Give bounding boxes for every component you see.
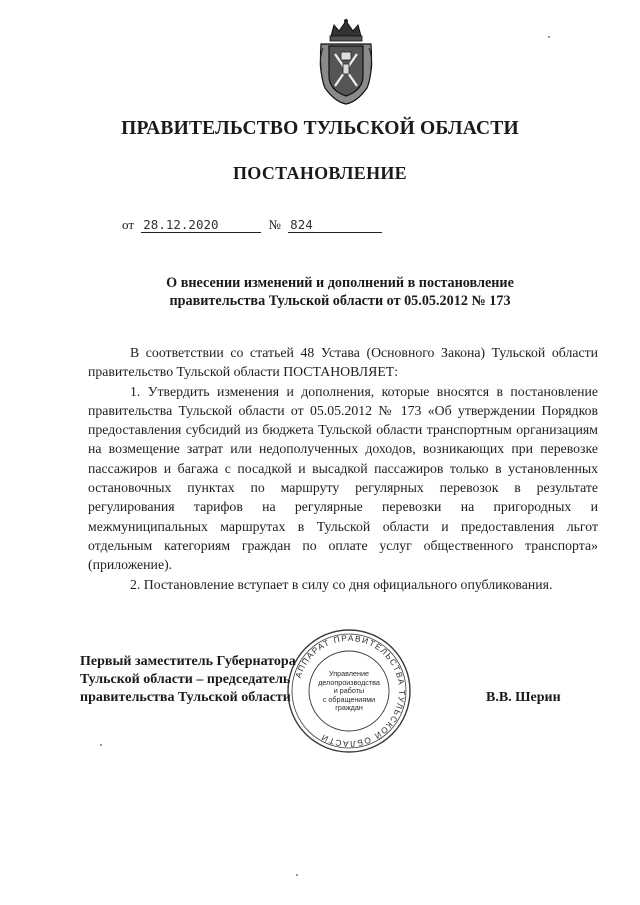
scan-speck bbox=[548, 36, 550, 38]
scan-speck bbox=[100, 744, 102, 746]
document-body bbox=[88, 343, 598, 594]
document-date: 28.12.2020 bbox=[141, 217, 261, 233]
organization-title: ПРАВИТЕЛЬСТВО ТУЛЬСКОЙ ОБЛАСТИ bbox=[121, 118, 519, 139]
scan-speck bbox=[296, 874, 298, 876]
document-subject bbox=[120, 274, 560, 310]
stamp-center-text bbox=[286, 670, 412, 713]
stamp-ring-text: АППАРАТ ПРАВИТЕЛЬСТВА ТУЛЬСКОЙ ОБЛАСТИ bbox=[292, 632, 408, 750]
stamp-center-line: делопроизводства bbox=[318, 677, 380, 687]
stamp-center-line: и работы bbox=[333, 686, 365, 696]
number-prefix: № bbox=[268, 217, 281, 232]
date-prefix: от bbox=[122, 217, 135, 232]
date-number-row bbox=[122, 217, 386, 233]
signer-position-line-1: Первый заместитель Губернатора bbox=[80, 654, 296, 669]
subject-line-1: О внесении изменений и дополнений в постановление bbox=[166, 275, 514, 291]
signer-position-line-2: Тульской области – председатель bbox=[80, 672, 291, 687]
item-1-paragraph: 1. Утвердить изменения и дополнения, которые вносятся в постановление правительства Тульской области от 05.05.2012 № 173 «Об утверждении Порядков предоставления субсидий из бюджета Тульской области транспортным организациям на возмещение затрат или недополученных доходов, возникающих при перевозке пассажиров и багажа с посадкой и высадкой пассажиров только в установленных остановочных пунктах по маршруту регулярных перевозок в результате регулирования тарифов на регулярные перевозки на пригородных и межмуниципальных маршрутах в Тульской области и предоставления льгот отдельным категориям граждан по оплате услуг общественного транспорта» (приложение). bbox=[88, 383, 598, 573]
stamp-center-line: с обращениями bbox=[322, 694, 376, 704]
official-stamp bbox=[286, 628, 412, 754]
document-type-heading: ПОСТАНОВЛЕНИЕ bbox=[233, 163, 407, 183]
signer-name: В.В. Шерин bbox=[486, 690, 561, 705]
signer-position-line-3: правительства Тульской области bbox=[80, 690, 291, 705]
stamp-center-line: граждан bbox=[335, 703, 363, 713]
subject-line-2: правительства Тульской области от 05.05.2012 № 173 bbox=[169, 293, 511, 309]
document-number: 824 bbox=[288, 217, 382, 233]
tula-coat-of-arms-icon bbox=[317, 18, 375, 106]
preamble-paragraph: В соответствии со статьей 48 Устава (Основного Закона) Тульской области правительство Тульской области ПОСТАНОВЛЯЕТ: bbox=[88, 345, 598, 380]
item-2-paragraph: 2. Постановление вступает в силу со дня официального опубликования. bbox=[130, 576, 553, 592]
stamp-center-line: Управление bbox=[329, 669, 369, 678]
signer-position bbox=[80, 653, 296, 707]
